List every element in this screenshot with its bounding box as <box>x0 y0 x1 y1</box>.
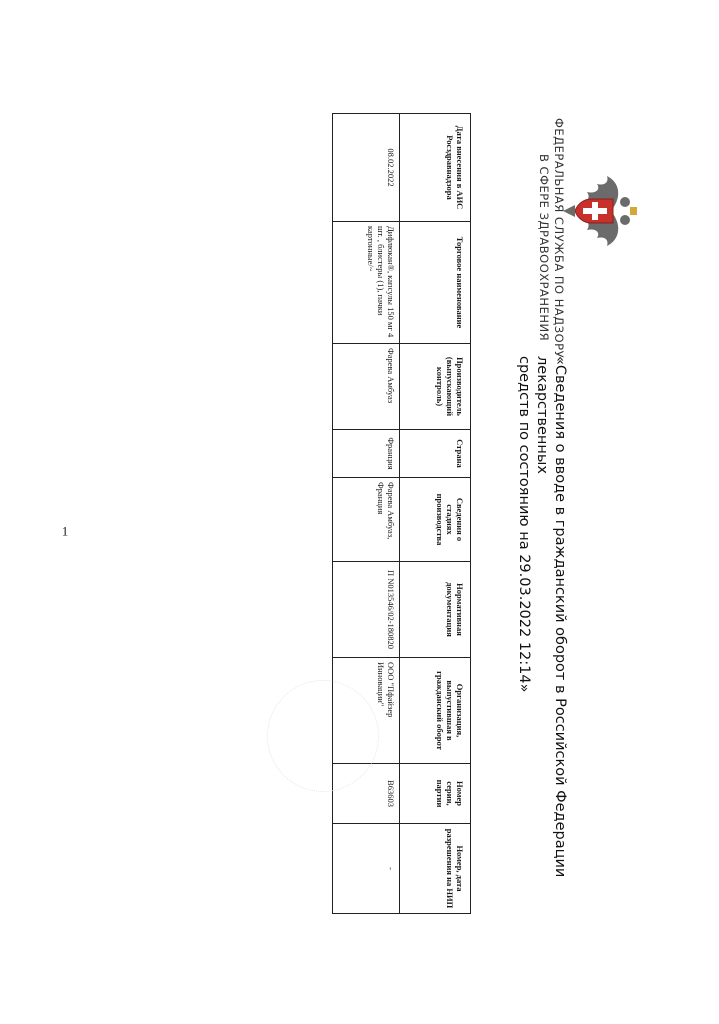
cell-trade-name: Дифлюкан®, капсулы 150 мг 4 шт. , блистеры (1), пачки картонные/~ <box>333 222 400 344</box>
cell-stages: Фарева Амбуаз, Франция <box>333 478 400 562</box>
cell-organization: ООО "Пфайзер Инновации" <box>333 658 400 764</box>
cell-batch: В63603 <box>333 764 400 824</box>
table-header-row <box>400 114 471 914</box>
cell-manufacturer: Фарева Амбуаз <box>333 344 400 430</box>
column-header-trade-name: Торговое наименование <box>400 222 471 344</box>
agency-name-line1: ФЕДЕРАЛЬНАЯ СЛУЖБА ПО НАДЗОРУ <box>552 118 566 359</box>
table-row <box>333 114 400 914</box>
agency-name-line2: В СФЕРЕ ЗДРАВООХРАНЕНИЯ <box>537 154 551 342</box>
column-header-stages: Сведения о стадиях производства <box>400 478 471 562</box>
column-header-permit: Номер, дата разрешения на НИП <box>400 824 471 914</box>
document-title <box>515 356 569 976</box>
document-title-line2: средств по состоянию на 29.03.2022 12:14» <box>516 356 532 693</box>
column-header-date: Дата внесения в АИС Росздравнадзора <box>400 114 471 222</box>
column-header-organization: Организация, выпустившая в гражданский оборот <box>400 658 471 764</box>
cell-country: Франция <box>333 430 400 478</box>
cell-date: 08.02.2022 <box>333 114 400 222</box>
eagle-emblem-icon <box>559 172 641 250</box>
page-number: 1 <box>61 523 69 539</box>
column-header-country: Страна <box>400 430 471 478</box>
agency-name <box>536 118 566 358</box>
circulation-table <box>332 113 471 914</box>
faint-stamp-mark <box>267 680 379 792</box>
column-header-batch: Номер серии, партии <box>400 764 471 824</box>
column-header-documentation: Нормативная документация <box>400 562 471 658</box>
cell-documentation: П N013546/02-180820 <box>333 562 400 658</box>
column-header-manufacturer: Производитель (выпускающий контроль) <box>400 344 471 430</box>
document-title-line1: «Сведения о вводе в гражданский оборот в Российской Федерации лекарственных <box>534 356 568 878</box>
cell-permit: - <box>333 824 400 914</box>
